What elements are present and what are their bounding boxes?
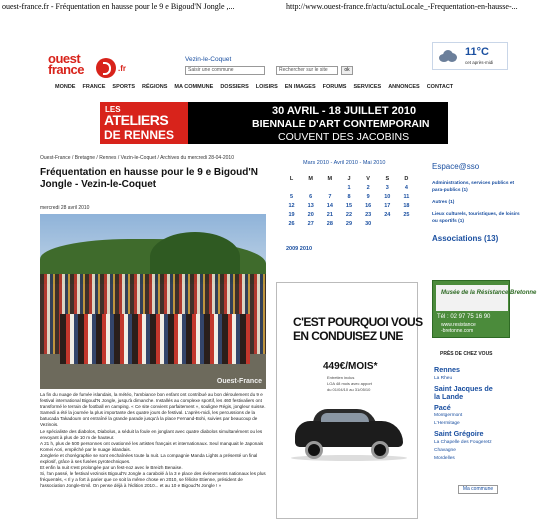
ad-price: 449€/MOIS* xyxy=(323,361,378,372)
logo-tld: .fr xyxy=(118,64,126,73)
weekday-cell: J xyxy=(347,175,351,182)
ad-price-detail-3: du 01/04/10 au 31/05/10 xyxy=(327,387,371,392)
calendar-day[interactable]: 18 xyxy=(403,202,410,209)
calendar-day[interactable]: 20 xyxy=(307,211,314,218)
calendar-week xyxy=(282,219,416,228)
nav-monde[interactable]: MONDE xyxy=(55,84,76,90)
calendar-day[interactable]: 16 xyxy=(365,202,372,209)
espace-link[interactable]: Lieux culturels, touristiques, de loisirs ou sportifs (1) xyxy=(432,212,520,224)
espace-link[interactable]: Autres (1) xyxy=(432,200,455,205)
nearby-place[interactable]: la Lande xyxy=(434,392,464,401)
article-photo xyxy=(40,214,266,389)
calendar-day[interactable]: 10 xyxy=(384,193,391,200)
article-paragraph: Samedi a été la journée la plus importante des quatre jours de festival. L'après-midi, les percussions de la batucada Takadoum ont entraîné la grande parade jusqu'à la place Fernand-Bohi, suivies par beaucoup de Vezinois. xyxy=(40,410,258,428)
calendar-day[interactable] xyxy=(320,183,339,192)
ad-price-detail-2: LOA 48 mois avec apport xyxy=(327,381,372,386)
weekday-cell: S xyxy=(385,175,390,182)
calendar-day[interactable]: 22 xyxy=(345,211,353,218)
main-nav xyxy=(55,84,505,94)
calendar-day[interactable]: 23 xyxy=(365,211,372,218)
logo-word-ouest: ouest xyxy=(48,51,81,66)
nearby-place[interactable]: Mordelles xyxy=(434,455,455,461)
nav-forums[interactable]: FORUMS xyxy=(322,84,347,90)
weather-period: cet après-midi xyxy=(465,60,494,65)
calendar-day[interactable]: 5 xyxy=(290,193,294,200)
calendar-day[interactable]: 6 xyxy=(309,193,313,200)
calendar-month-nav[interactable]: Mars 2010 - Avril 2010 - Mai 2010 xyxy=(303,160,386,166)
nearby-place[interactable]: L'Hermitage xyxy=(434,421,460,426)
nearby-place[interactable]: La Chapelle des Fougeretz xyxy=(434,439,492,445)
site-search-input[interactable]: Rechercher sur le site xyxy=(276,66,338,75)
calendar-day[interactable]: 3 xyxy=(385,184,389,191)
article-paragraph: Jonglerie et chorégraphie se sont enchaînées toute la nuit. La compagnie Manda Lights a présenté un final explosif, grâce à ses fusées pyrotechniques. xyxy=(40,452,258,465)
photo-caption: Ouest-France xyxy=(216,378,262,385)
calendar-day[interactable] xyxy=(378,219,397,228)
nearby-place[interactable]: Saint Grégoire xyxy=(434,429,484,438)
weekday-cell: V xyxy=(366,175,370,182)
calendar-day[interactable]: 4 xyxy=(404,184,408,191)
nav-france[interactable]: FRANCE xyxy=(82,84,106,90)
logo-mark-icon xyxy=(96,58,116,78)
espace-asso-title[interactable]: Espace@sso xyxy=(432,162,480,171)
calendar-weekday-row xyxy=(282,174,416,183)
calendar-day[interactable]: 24 xyxy=(384,211,391,218)
search-ok-button[interactable]: ok xyxy=(341,66,353,75)
calendar-day[interactable]: 9 xyxy=(366,193,370,200)
ateliers-de-rennes-banner[interactable] xyxy=(100,102,448,144)
nav-services[interactable]: SERVICES xyxy=(353,84,382,90)
article-date: mercredi 28 avril 2010 xyxy=(40,205,90,211)
calendar-day[interactable]: 29 xyxy=(345,220,353,227)
calendar-week xyxy=(282,192,416,201)
calendar-day[interactable]: 26 xyxy=(288,220,295,227)
banner-couvent: COUVENT DES JACOBINS xyxy=(278,131,410,143)
ad-headline-2: EN CONDUISEZ UNE xyxy=(293,329,403,343)
calendar-day[interactable] xyxy=(301,183,320,192)
calendar-day[interactable]: 1 xyxy=(347,184,351,191)
calendar-day[interactable]: 30 xyxy=(365,220,372,227)
calendar-day[interactable]: 25 xyxy=(403,211,410,218)
article-paragraph: La fin du nuage de fumée islandais, la météo, l'ambiance bon enfant ont contribué au bon déroulement du 9 e festival international Bigoud'N Jongle, jusqu'à dimanche. Installés au complexe sportif, les 460 festivaliers ont transformé le terrain de football en camping. « Ce site convient parfaitement », souligne Régis, jongleur suisse. xyxy=(40,392,266,410)
calendar-day[interactable]: 13 xyxy=(307,202,314,209)
espace-asso-links xyxy=(432,180,520,230)
breadcrumb[interactable]: Ouest-France / Bretagne / Rennes / Vezin-le-Coquet / Archives du mercredi 28-04-2010 xyxy=(40,155,234,161)
ma-commune-button[interactable]: Ma commune xyxy=(458,485,498,494)
weekday-cell: M xyxy=(308,175,313,182)
nav-regions[interactable]: RÉGIONS xyxy=(142,84,168,90)
banner-les: LES xyxy=(105,105,121,114)
calendar-day[interactable]: 12 xyxy=(288,202,295,209)
banner-de-rennes: DE RENNES xyxy=(104,128,175,142)
banner-biennale: BIENNALE D'ART CONTEMPORAIN xyxy=(252,118,430,130)
cloud-icon xyxy=(437,49,457,63)
print-header xyxy=(0,0,550,14)
nav-sports[interactable]: SPORTS xyxy=(112,84,136,90)
calendar-day[interactable]: 8 xyxy=(347,193,351,200)
ouest-france-logo[interactable] xyxy=(48,52,130,76)
resistance-museum-ad[interactable] xyxy=(432,280,537,338)
museum-site-2: -bretonne.com xyxy=(441,328,474,334)
calendar-years[interactable]: 2009 2010 xyxy=(286,246,312,252)
article-paragraph: Et enfin la nuit s'est prolongée par un fest-noz avec le Breizh Benaise. xyxy=(40,465,183,471)
car-image xyxy=(291,403,407,461)
article-title: Fréquentation en hausse pour le 9 e Bigoud'N Jongle - Vezin-le-Coquet xyxy=(40,167,258,190)
calendar-day[interactable] xyxy=(282,183,301,192)
calendar-day[interactable]: 2 xyxy=(366,184,370,191)
calendar-week xyxy=(282,183,416,192)
nav-loisirs[interactable]: LOISIRS xyxy=(255,84,278,90)
calendar-week xyxy=(282,201,416,210)
calendar-day[interactable]: 21 xyxy=(326,211,333,218)
article-body xyxy=(40,392,268,490)
calendar-day[interactable]: 27 xyxy=(307,220,314,227)
banner-dates: 30 AVRIL - 18 JUILLET 2010 xyxy=(272,105,417,117)
commune-input[interactable]: Saisir une commune xyxy=(185,66,265,75)
nearby-list xyxy=(434,364,514,463)
nav-annonces[interactable]: ANNONCES xyxy=(388,84,420,90)
car-advertisement[interactable] xyxy=(276,282,423,519)
ad-headline-1: C'EST POURQUOI VOUS xyxy=(293,315,423,329)
nav-ma-commune[interactable]: MA COMMUNE xyxy=(174,84,214,90)
calendar-day[interactable] xyxy=(397,219,416,228)
nav-en-images[interactable]: EN IMAGES xyxy=(284,84,316,90)
weekday-cell: D xyxy=(404,175,409,182)
banner-ateliers: ATELIERS xyxy=(104,112,169,128)
museum-name: Musée de la Résistance Bretonne xyxy=(441,290,537,296)
calendar-grid xyxy=(282,174,416,228)
calendar-day[interactable]: 19 xyxy=(288,211,295,218)
weekday-cell: M xyxy=(327,175,333,182)
ad-price-detail-1: Entretien inclus xyxy=(327,375,355,380)
calendar-day[interactable]: 14 xyxy=(326,202,333,209)
museum-phone: Tél : 02 97 75 16 90 xyxy=(437,314,491,320)
nearby-place[interactable]: Saint Jacques de xyxy=(434,383,493,393)
archive-calendar xyxy=(278,160,420,260)
nav-dossiers[interactable]: DOSSIERS xyxy=(220,84,249,90)
calendar-day[interactable]: 28 xyxy=(326,220,333,227)
associations-link[interactable]: Associations (13) xyxy=(432,234,499,243)
calendar-week xyxy=(282,210,416,219)
weekday-cell: L xyxy=(289,175,294,182)
nav-contact[interactable]: CONTACT xyxy=(426,84,454,90)
print-header-url: http://www.ouest-france.fr/actu/actuLocale_-Frequentation-en-hausse-... xyxy=(286,2,518,11)
article-paragraph: A 21 h, plus de 500 personnes ont ovationné les artistes français et internationaux. Seul manquait le Japonais Komei Aori, empêché par le nuage islandais. xyxy=(40,440,264,452)
espace-link[interactable]: Administrations, services publics et para-publics (1) xyxy=(432,181,515,193)
nearby-place[interactable]: Pacé xyxy=(434,402,451,412)
nearby-place[interactable]: La Rheu xyxy=(434,375,453,381)
calendar-day[interactable]: 15 xyxy=(345,202,353,209)
calendar-day[interactable]: 11 xyxy=(403,193,410,200)
banner-logo-box xyxy=(100,102,188,144)
calendar-day[interactable]: 7 xyxy=(328,193,332,200)
nearby-place[interactable]: Montgermont xyxy=(434,413,463,418)
weather-widget[interactable] xyxy=(432,42,508,70)
photo-parade xyxy=(60,314,250,364)
print-header-title: ouest-france.fr - Fréquentation en hausse pour le 9 e Bigoud'N Jongle ,... xyxy=(2,2,235,11)
calendar-day[interactable]: 17 xyxy=(384,202,391,209)
weather-temperature: 11°C xyxy=(465,46,489,58)
nearby-place[interactable]: Rennes xyxy=(434,365,460,374)
logo-word-france: france xyxy=(48,62,85,77)
current-city[interactable]: Vezin-le-Coquet xyxy=(185,56,232,63)
nearby-title: PRÈS DE CHEZ VOUS xyxy=(440,351,493,357)
nearby-place[interactable]: Chavagne xyxy=(434,447,456,453)
article-paragraph: Le spécialiste des diabolos, Diabolus, a séduit la foule en jonglant avec quatre diabolos simultanément ou les envoyant à plus de 10 m de hauteur. xyxy=(40,428,263,440)
museum-site-1: www.resistance xyxy=(441,322,476,328)
article-paragraph: Si, l'an passé, le festival vezinois Bigoud'N Jongle a carabolé à la 3 e place des événements nationaux les plus fréquentés, « Il y a fort à parier que ce soit la même chose en 2010, se félicite Etienne, président de l'association Jongle-Ervil. On pense déjà à l'édition 2010... et au 10 e Bigoud'N Jongle ! » xyxy=(40,471,266,489)
